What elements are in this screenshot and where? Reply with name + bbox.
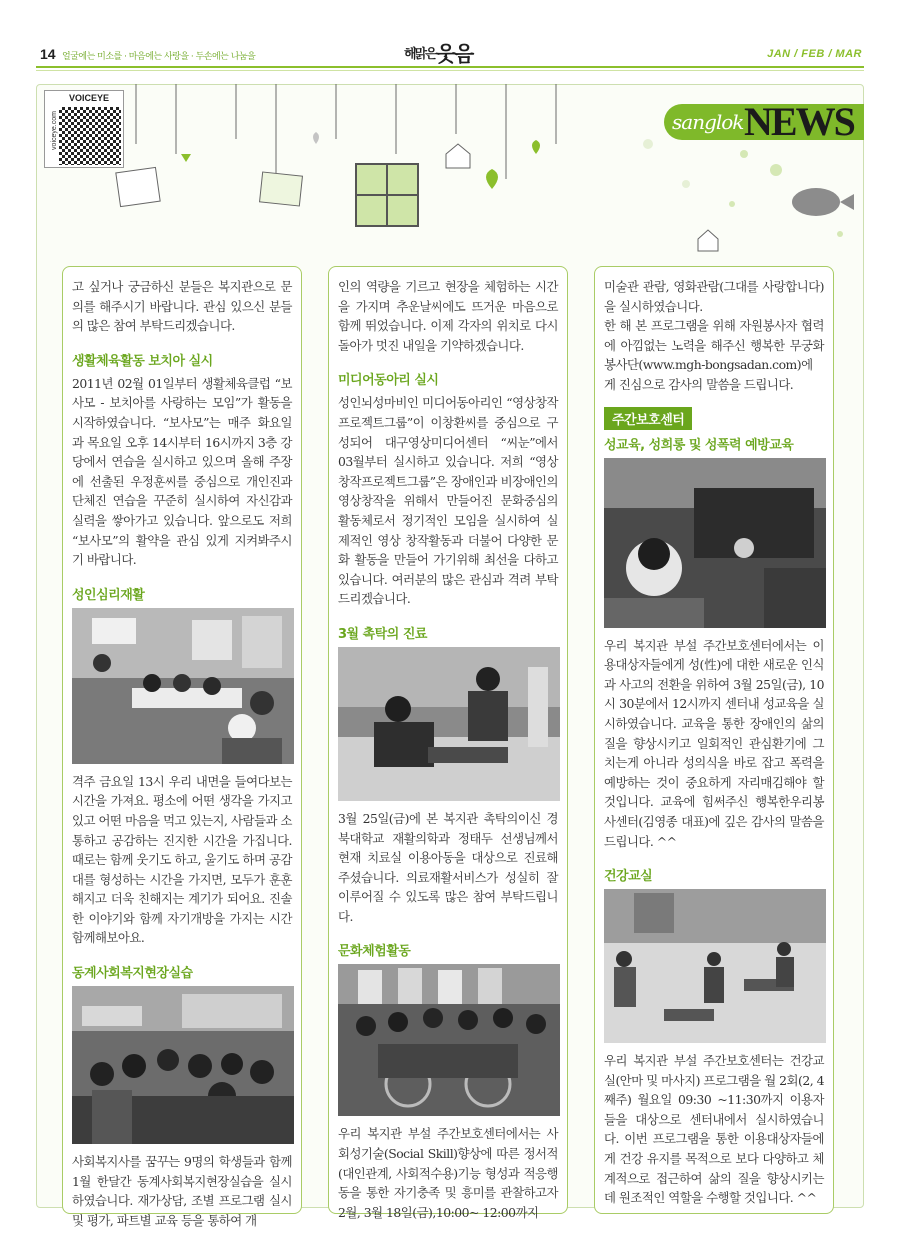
magazine-logo: [404, 38, 472, 68]
heading-culture: 문화체험활동: [338, 944, 411, 960]
heading-health: 건강교실: [604, 869, 653, 885]
column-3: [594, 266, 834, 1214]
heading-clinic: 3월 촉탁의 진료: [338, 626, 427, 642]
text-sexed: 우리 복지관 부설 주간보호센터에서는 이용대상자들에게 성(性)에 대한 새로운 인식과 사고의 전환을 위하여 3월 25일(금), 10시 30분에서 12시까지 센터내 성교육을 실시하였습니다. 교육을 통한 장애인의 삶의 질을 향상시키고 일회적인 관심환기에 그치는게 아니라 성의식을 바로 잡고 폭력을 예방하는 것이 중요하게 자리매김해야 할 것입니다. 교육에 힘써주신 행복한우리봉사센터(김영종 대표)에 깊은 감사의 말씀을 드립니다. ^^: [604, 637, 824, 849]
col2-intro: 인의 역량을 기르고 현장을 체험하는 시간을 가지며 추운날씨에도 뜨거운 마음으로 함께 뛰었습니다. 이제 각자의 위치로 다시 돌아가 멋진 내일을 기약하겠습니다.: [338, 279, 558, 353]
logo-small: 해맑은: [404, 47, 436, 62]
column-2: [328, 266, 568, 1220]
voiceye-label: VOICEYE: [69, 93, 110, 103]
text-boccia: 2011년 02월 01일부터 생활체육클럽 “보사모 - 보치아를 사랑하는 모임”가 활동을 시작하였습니다. “보사모”는 매주 화요일과 목요일 오후 14시부터 16시까지 3층 강당에서 연습을 실시하고 있으며 올해 주장에 선출된 우정훈씨를 중심으로 개인진과 단체진 연습을 꾸준히 실시하여 자신감과 실력을 쌓아가고 있습니다. 앞으로도 저희 “보사모”의 활약을 관심 있게 지켜봐주시기 바랍니다.: [72, 375, 292, 568]
heading-rehab: 성인심리재활: [72, 587, 145, 603]
photo-culture: [338, 964, 558, 1116]
text-clinic: 3월 25일(금)에 본 복지관 촉탁의이신 경북대학교 재활의학과 정태두 선생님께서 현재 치료실 이용아동을 대상으로 진료해주셨습니다. 의료재활서비스가 성실히 잘 이루어질 수 있도록 많은 참여 부탁드립니다.: [338, 810, 558, 924]
text-practice: 사회복지사를 꿈꾸는 9명의 학생들과 함께 1월 한달간 동계사회복지현장실습을 실시하였습니다. 재가상담, 조별 프로그램 실시 및 평가, 파트별 교육 등을 통하여 개: [72, 1154, 292, 1228]
label-daycare: 주간보호센터: [604, 407, 692, 430]
heading-media: 미디어동아리 실시: [338, 373, 439, 389]
header-divider-thin: [36, 70, 864, 71]
col3-thanks: 한 해 본 프로그램을 위해 자원봉사자 협력에 아낌없는 노력을 해주신 행복한 무궁화봉사단(www.mgh-bongsadan.com)에게 진심으로 감사의 말씀을 드립니다.: [604, 318, 824, 392]
photo-health: [604, 889, 824, 1043]
qr-code: [59, 107, 121, 165]
sanglok-title: sanglok: [672, 110, 744, 134]
slogan: 얼굴에는 미소를 · 마음에는 사랑을 · 두손에는 나눔을: [62, 52, 256, 62]
col1-intro: 고 싶거나 궁금하신 분들은 복지관으로 문의를 해주시기 바랍니다. 관심 있으신 분들의 많은 참여 부탁드리겠습니다.: [72, 279, 292, 334]
logo-big: 웃음: [435, 42, 473, 66]
voiceye-code: [44, 90, 124, 168]
news-banner: [36, 84, 864, 274]
text-media: 성인뇌성마비인 미디어동아리인 “영상창작프로젝트그룹”이 이창환씨를 중심으로 구성되어 대구영상미디어센터 “씨눈”에서 03월부터 실시하고 있습니다. 저희 “영상창작프로젝트그룹”은 장애인과 비장애인의 영상창작을 위해서 만들어진 문화중심의 활동체로서 정기적인 모임을 실시하여 실제적인 영상 창작활동과 더불어 다양한 문화 활동을 만들어 가기위해 최선을 다하고 있습니다. 여러분의 많은 관심과 격려 부탁드리겠습니다.: [338, 395, 558, 607]
voiceye-url: voiceye.com: [50, 111, 58, 150]
page-header: [0, 0, 900, 78]
news-title: NEWS: [744, 99, 854, 144]
column-1: [62, 266, 302, 1228]
issue-months: JAN / FEB / MAR: [767, 48, 862, 60]
heading-boccia: 생활체육활동 보치아 실시: [72, 353, 213, 369]
text-health: 우리 복지관 부설 주간보호센터는 건강교실(안마 및 마사지) 프로그램을 월 2회(2, 4째주) 월요일 09:30 ~11:30까지 이용자들을 대상으로 센터내에서 실시하였습니다. 이번 프로그램을 통한 이용대상자들에게 건강 유지를 목적으로 보다 다양하고 체계적으로 접근하여 삶의 질을 향상시키는데 원조적인 역할을 수행할 것입니다. ^^: [604, 1053, 824, 1206]
photo-sexed: [604, 458, 824, 628]
heading-practice: 동계사회복지현장실습: [72, 966, 193, 982]
text-culture: 우리 복지관 부설 주간보호센터에서는 사회성기술(Social Skill)향상에 따른 정서적(대인관계, 사회적수용)기능 형성과 적응행동을 통한 자기충족 및 흥미를 관찰하고자 2월, 3월 18일(금),10:00~ 12:00까지: [338, 1126, 558, 1220]
photo-practice: [72, 986, 292, 1144]
heading-sexed: 성교육, 성희롱 및 성폭력 예방교육: [604, 437, 794, 453]
page-number: 14: [40, 46, 56, 62]
header-divider: [36, 66, 864, 68]
text-rehab: 격주 금요일 13시 우리 내면을 들여다보는 시간을 가져요. 평소에 어떤 생각을 가지고 있고 어떤 마음을 먹고 있는지, 사람들과 소통하고 공감하는 진지한 시간을 가집니다. 때로는 함께 웃기도 하고, 울기도 하며 공감대를 형성하는 시간을 가지면, 모두가 훈훈해지고 더욱 친해지는 계기가 되어요. 진솔한 이야기와 함께 자기개방을 가지는 시간 함께해보아요.: [72, 773, 292, 946]
col3-intro: 미술관 관람, 영화관람(그대를 사랑합니다)을 실시하였습니다.: [604, 279, 824, 314]
photo-clinic: [338, 647, 558, 801]
photo-rehab: [72, 608, 292, 764]
